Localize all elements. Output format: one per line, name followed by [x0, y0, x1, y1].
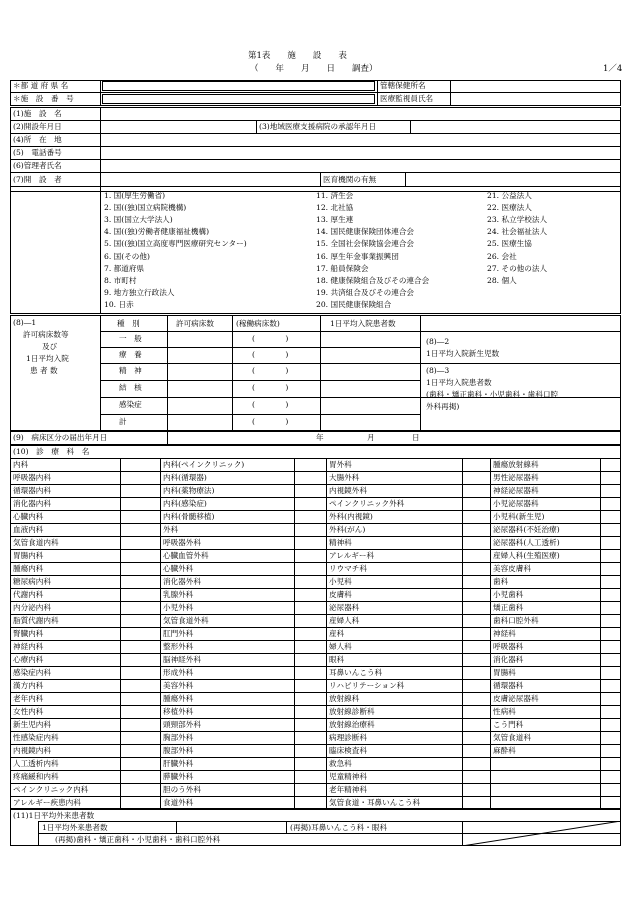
- blank-diagonal: [462, 821, 621, 846]
- department-item: 耳鼻いんこう科: [329, 668, 383, 677]
- department-item: 内視鏡内科: [13, 746, 51, 755]
- department-item: 腫瘍外科: [163, 694, 194, 703]
- department-item: 産科: [329, 629, 345, 638]
- facility-number-field[interactable]: [102, 94, 375, 104]
- bed-kind-label: 計: [119, 417, 127, 426]
- founder-option: 8. 市町村: [104, 275, 137, 285]
- founder-option: 1. 国(厚生労働省): [104, 191, 166, 200]
- department-item: 乳腺外科: [163, 590, 194, 599]
- ward-date-label: (9) 病床区分の届出年月日: [13, 433, 108, 442]
- founder-option: 14. 国民健康保険団体連合会: [316, 227, 415, 237]
- founder-option: 22. 医療法人: [487, 203, 532, 213]
- department-item: リウマチ科: [329, 564, 367, 573]
- department-item: 糖尿病内科: [13, 577, 51, 586]
- founder-option: 3. 国(国立大学法人): [104, 215, 173, 225]
- department-item: 胆のう外科: [163, 785, 201, 794]
- outpatients-label: (11)1日平均外来患者数: [13, 811, 95, 820]
- department-item: 外科(内視鏡): [329, 512, 373, 521]
- department-item: 病理診断科: [329, 733, 367, 742]
- bed-kind-label: 一 般: [119, 334, 142, 343]
- s83-desc-3: 外科再掲): [426, 402, 460, 411]
- operating-beds-paren: ( ): [252, 383, 289, 392]
- department-item: 放射線診断科: [329, 707, 375, 716]
- operating-beds-paren: ( ): [252, 400, 289, 409]
- department-item: 小児科: [329, 577, 352, 586]
- department-item: 内科: [13, 460, 29, 469]
- medical-group-label: 医育機関の有無: [323, 175, 377, 184]
- department-item: 救急科: [329, 759, 352, 768]
- department-item: 消化器科: [493, 655, 524, 664]
- department-item: 内科(ペインクリニック): [163, 460, 245, 469]
- department-item: 放射線治療科: [329, 720, 375, 729]
- department-item: 内分泌内科: [13, 603, 51, 612]
- department-item: 呼吸器科: [493, 642, 524, 651]
- department-item: 美容外科: [163, 681, 194, 690]
- department-item: 膵臓外科: [163, 772, 194, 781]
- founder-option: 24. 社会福祉法人: [487, 227, 548, 237]
- department-item: 循環器科: [493, 681, 524, 690]
- bed-kind-label: 療 養: [119, 350, 142, 359]
- founder-option: 13. 厚生連: [316, 215, 354, 225]
- department-item: 肛門外科: [163, 629, 194, 638]
- founder-option: 16. 厚生年金事業振興団: [316, 251, 399, 261]
- operating-beds-paren: ( ): [252, 350, 289, 359]
- department-item: 小児科(新生児): [493, 512, 545, 521]
- department-item: 消化器外科: [163, 577, 201, 586]
- department-item: ペインクリニック内科: [13, 785, 89, 794]
- founder-option: 11. 済生会: [316, 191, 354, 200]
- page-title: 第1表 施 設 表: [248, 51, 347, 61]
- department-item: 内科(循環器): [163, 473, 207, 482]
- operating-beds-paren: ( ): [252, 334, 289, 343]
- founder-option: 17. 船員保険会: [316, 263, 369, 273]
- col-kind: 種 別: [117, 319, 140, 328]
- founder-option: 9. 地方独立行政法人: [104, 287, 175, 297]
- department-item: 老年精神科: [329, 785, 367, 794]
- s83-desc-2: (歯科・矯正歯科・小児歯科・歯科口腔: [426, 390, 559, 399]
- department-item: 気管食道内科: [13, 538, 59, 547]
- department-item: 腎臓内科: [13, 629, 44, 638]
- founder-option: 5. 国((独)国立高度専門医療研究センター): [104, 239, 247, 249]
- department-item: 心臓内科: [13, 512, 44, 521]
- department-item: 老年内科: [13, 694, 44, 703]
- ward-day: 日: [412, 433, 420, 442]
- department-item: 頭頸部外科: [163, 720, 201, 729]
- department-item: 泌尿器科(人工透析): [493, 538, 560, 547]
- department-item: 消化器内科: [13, 499, 51, 508]
- department-item: 内科(薬物療法): [163, 486, 215, 495]
- founder-option: 23. 私立学校法人: [487, 215, 548, 225]
- ward-month: 月: [367, 433, 375, 442]
- department-item: 性病科: [493, 707, 516, 716]
- department-item: リハビリテーション科: [329, 681, 405, 690]
- department-item: 漢方内科: [13, 681, 44, 690]
- department-item: 歯科口腔外科: [493, 616, 539, 625]
- department-item: 神経内科: [13, 642, 44, 651]
- department-item: 食道外科: [163, 798, 194, 807]
- department-item: 泌尿器科(不妊治療): [493, 525, 560, 534]
- department-item: 整形外科: [163, 642, 194, 651]
- s83-desc: 1日平均入院患者数: [426, 378, 492, 387]
- department-item: 泌尿器科: [329, 603, 360, 612]
- department-item: 児童精神科: [329, 772, 367, 781]
- department-item: 腫瘍放射線科: [493, 460, 539, 469]
- department-item: 感染症内科: [13, 668, 51, 677]
- prefecture-label: ＊都 道 府 県 名: [13, 81, 69, 90]
- department-item: 循環器内科: [13, 486, 51, 495]
- department-item: 脂質代謝内科: [13, 616, 59, 625]
- department-item: 気管食道外科: [163, 616, 209, 625]
- address-label: (4)所 在 地: [13, 135, 62, 144]
- department-item: 神経泌尿器科: [493, 486, 539, 495]
- department-item: 移植外科: [163, 707, 194, 716]
- founder-option: 18. 健康保険組合及びその連合会: [316, 275, 430, 285]
- s83-label: (8)―3: [426, 366, 450, 375]
- department-item: アレルギー疾患内科: [13, 798, 81, 807]
- survey-date: （ 年 月 日 調査）: [250, 64, 378, 74]
- department-item: 歯科: [493, 577, 509, 586]
- department-item: 人工透析内科: [13, 759, 59, 768]
- s82-desc: 1日平均入院新生児数: [426, 349, 500, 358]
- department-item: 性感染症内科: [13, 733, 59, 742]
- founder-option: 28. 個人: [487, 275, 517, 285]
- department-item: 小児外科: [163, 603, 194, 612]
- department-item: 胸部外科: [163, 733, 194, 742]
- department-item: 外科: [163, 525, 179, 534]
- department-item: 脳神経外科: [163, 655, 201, 664]
- department-item: 心療内科: [13, 655, 44, 664]
- operating-beds-paren: ( ): [252, 417, 289, 426]
- outpatients-daily: 1日平均外来患者数: [42, 823, 108, 832]
- department-item: 腫瘍内科: [13, 564, 44, 573]
- department-item: 神経科: [493, 629, 516, 638]
- departments-label: (10) 診 療 科 名: [13, 447, 90, 456]
- department-item: 心臓外科: [163, 564, 194, 573]
- department-item: 男性泌尿器科: [493, 473, 539, 482]
- department-item: 皮膚科: [329, 590, 352, 599]
- inspector-label: 医療監視員氏名: [380, 94, 434, 103]
- page-number: 1／4: [603, 64, 623, 74]
- department-item: 皮膚泌尿器科: [493, 694, 539, 703]
- founder-option: 19. 共済組合及びその連合会: [316, 287, 415, 297]
- department-item: 小児泌尿器科: [493, 499, 539, 508]
- col-operating: (稼働病床数): [236, 319, 280, 328]
- operating-beds-paren: ( ): [252, 366, 289, 375]
- department-item: 疼痛緩和内科: [13, 772, 59, 781]
- opened-date-label: (2)開設年月日: [13, 122, 62, 131]
- outpatients-dental: (再掲)歯科・矯正歯科・小児歯科・歯科口腔外科: [55, 835, 221, 844]
- department-item: 女性内科: [13, 707, 44, 716]
- bed-kind-label: 感染症: [119, 400, 142, 409]
- outpatients-ent-eye: (再掲)耳鼻いんこう科・眼科: [290, 823, 388, 832]
- facility-name-label: (1)施 設 名: [13, 109, 62, 118]
- department-item: こう門科: [493, 720, 524, 729]
- department-item: 麻酔科: [493, 746, 516, 755]
- department-item: 呼吸器外科: [163, 538, 201, 547]
- department-item: 気管食道・耳鼻いんこう科: [329, 798, 421, 807]
- department-item: 形成外科: [163, 668, 194, 677]
- phone-label: (5) 電話番号: [13, 148, 62, 157]
- beds-label-1: (8)―1: [13, 318, 37, 327]
- department-item: 胃腸科: [493, 668, 516, 677]
- department-item: 婦人科: [329, 642, 352, 651]
- col-daily: 1日平均入院患者数: [330, 319, 396, 328]
- department-item: 代謝内科: [13, 590, 44, 599]
- department-item: 血液内科: [13, 525, 44, 534]
- department-item: 臨床検査科: [329, 746, 367, 755]
- department-item: ペインクリニック外科: [329, 499, 405, 508]
- founder-option: 12. 北社協: [316, 203, 354, 213]
- founder-label: (7)開 設 者: [13, 175, 62, 184]
- department-item: 内科(骨髄移植): [163, 512, 215, 521]
- founder-option: 26. 会社: [487, 251, 517, 261]
- col-permitted: 許可病床数: [176, 319, 214, 328]
- s82-label: (8)―2: [426, 337, 450, 346]
- founder-option: 4. 国((独)労働者健康福祉機構): [104, 227, 210, 237]
- department-item: 大腸外科: [329, 473, 360, 482]
- founder-option: 2. 国((独)国立病院機構): [104, 203, 187, 213]
- department-item: 呼吸器内科: [13, 473, 51, 482]
- department-item: 眼科: [329, 655, 345, 664]
- regional-support-label: (3)地域医療支援病院の承認年月日: [259, 122, 377, 131]
- founder-option: 21. 公益法人: [487, 191, 532, 200]
- beds-label-4: 1日平均入院: [26, 354, 69, 363]
- department-item: 新生児内科: [13, 720, 51, 729]
- bed-kind-label: 結 核: [119, 383, 142, 392]
- founder-option: 6. 国(その他): [104, 251, 150, 261]
- department-item: 内視鏡外科: [329, 486, 367, 495]
- department-item: 内科(感染症): [163, 499, 207, 508]
- department-item: 外科(がん): [329, 525, 366, 534]
- beds-label-2: 許可病床数等: [23, 330, 69, 339]
- department-item: 気管食道科: [493, 733, 531, 742]
- department-item: 美容皮膚科: [493, 564, 531, 573]
- department-item: 胃腸内科: [13, 551, 44, 560]
- department-item: 矯正歯科: [493, 603, 524, 612]
- founder-option: 15. 全国社会保険協会連合会: [316, 239, 415, 249]
- founder-option: 25. 医療生協: [487, 239, 532, 249]
- beds-label-3: 及び: [42, 342, 58, 351]
- department-item: 産婦人科(生殖医療): [493, 551, 560, 560]
- department-item: アレルギー科: [329, 551, 375, 560]
- ward-year: 年: [316, 433, 324, 442]
- founder-option: 7. 都道府県: [104, 263, 145, 273]
- founder-option: 10. 日赤: [104, 299, 134, 309]
- prefecture-field[interactable]: [102, 81, 375, 91]
- beds-label-5: 患 者 数: [30, 366, 58, 375]
- administrator-label: (6)管理者氏名: [13, 161, 62, 170]
- founder-option: 27. その他の法人: [487, 263, 548, 273]
- department-item: 腹部外科: [163, 746, 194, 755]
- founder-option: 20. 国民健康保険組合: [316, 299, 392, 309]
- health-center-label: 管轄保健所名: [380, 81, 426, 90]
- bed-kind-label: 精 神: [119, 366, 142, 375]
- department-item: 小児歯科: [493, 590, 524, 599]
- department-item: 精神科: [329, 538, 352, 547]
- department-item: 肝臓外科: [163, 759, 194, 768]
- department-item: 産婦人科: [329, 616, 360, 625]
- department-item: 放射線科: [329, 694, 360, 703]
- department-item: 心臓血管外科: [163, 551, 209, 560]
- facility-number-label: ＊施 設 番 号: [13, 94, 74, 103]
- department-item: 胃外科: [329, 460, 352, 469]
